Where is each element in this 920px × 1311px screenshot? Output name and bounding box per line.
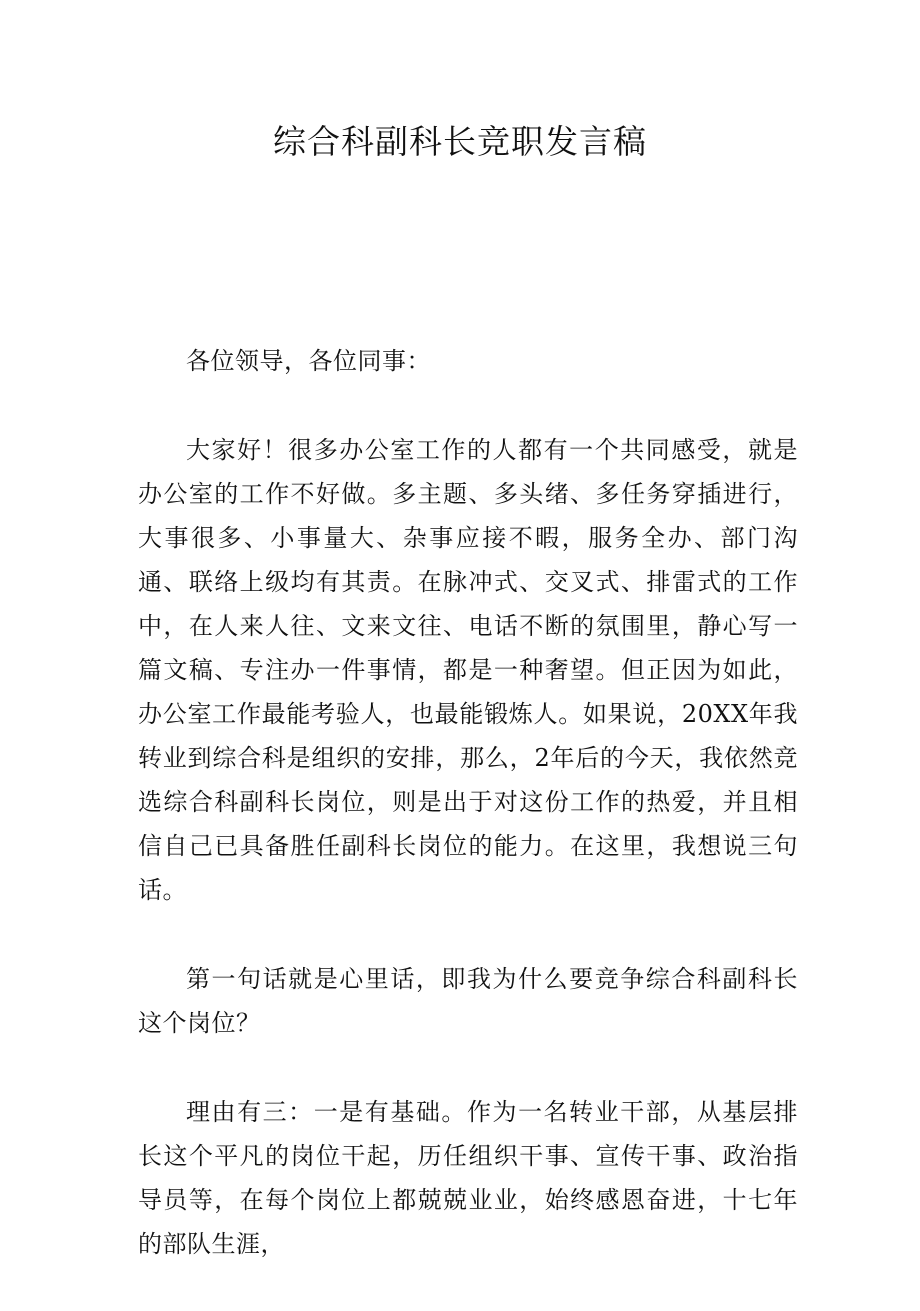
intro-paragraph: 大家好！很多办公室工作的人都有一个共同感受，就是办公室的工作不好做。多主题、多头绪、多任务穿插进行，大事很多、小事量大、杂事应接不暇，服务全办、部门沟通、联络上级均有其责。在脉冲式、交叉式、排雷式的工作中，在人来人往、文来文往、电话不断的氛围里，静心写一篇文稿、专注办一件事情，都是一种奢望。但正因为如此，办公室工作最能考验人，也最能锻炼人。如果说，20XX年我转业到综合科是组织的安排，那么，2年后的今天，我依然竞选综合科副科长岗位，则是出于对这份工作的热爱，并且相信自己已具备胜任副科长岗位的能力。在这里，我想说三句话。 [138, 436, 798, 904]
first-point-paragraph: 第一句话就是心里话，即我为什么要竞争综合科副科长这个岗位？ [138, 965, 798, 1037]
salutation-paragraph: 各位领导，各位同事： [186, 347, 431, 375]
document-title: 综合科副科长竞职发言稿 [273, 122, 647, 161]
document-body [138, 339, 798, 1311]
reasons-paragraph: 理由有三：一是有基础。作为一名转业干部，从基层排长这个平凡的岗位干起，历任组织干事、宣传干事、政治指导员等，在每个岗位上都兢兢业业，始终感恩奋进，十七年的部队生涯， [138, 1098, 798, 1258]
